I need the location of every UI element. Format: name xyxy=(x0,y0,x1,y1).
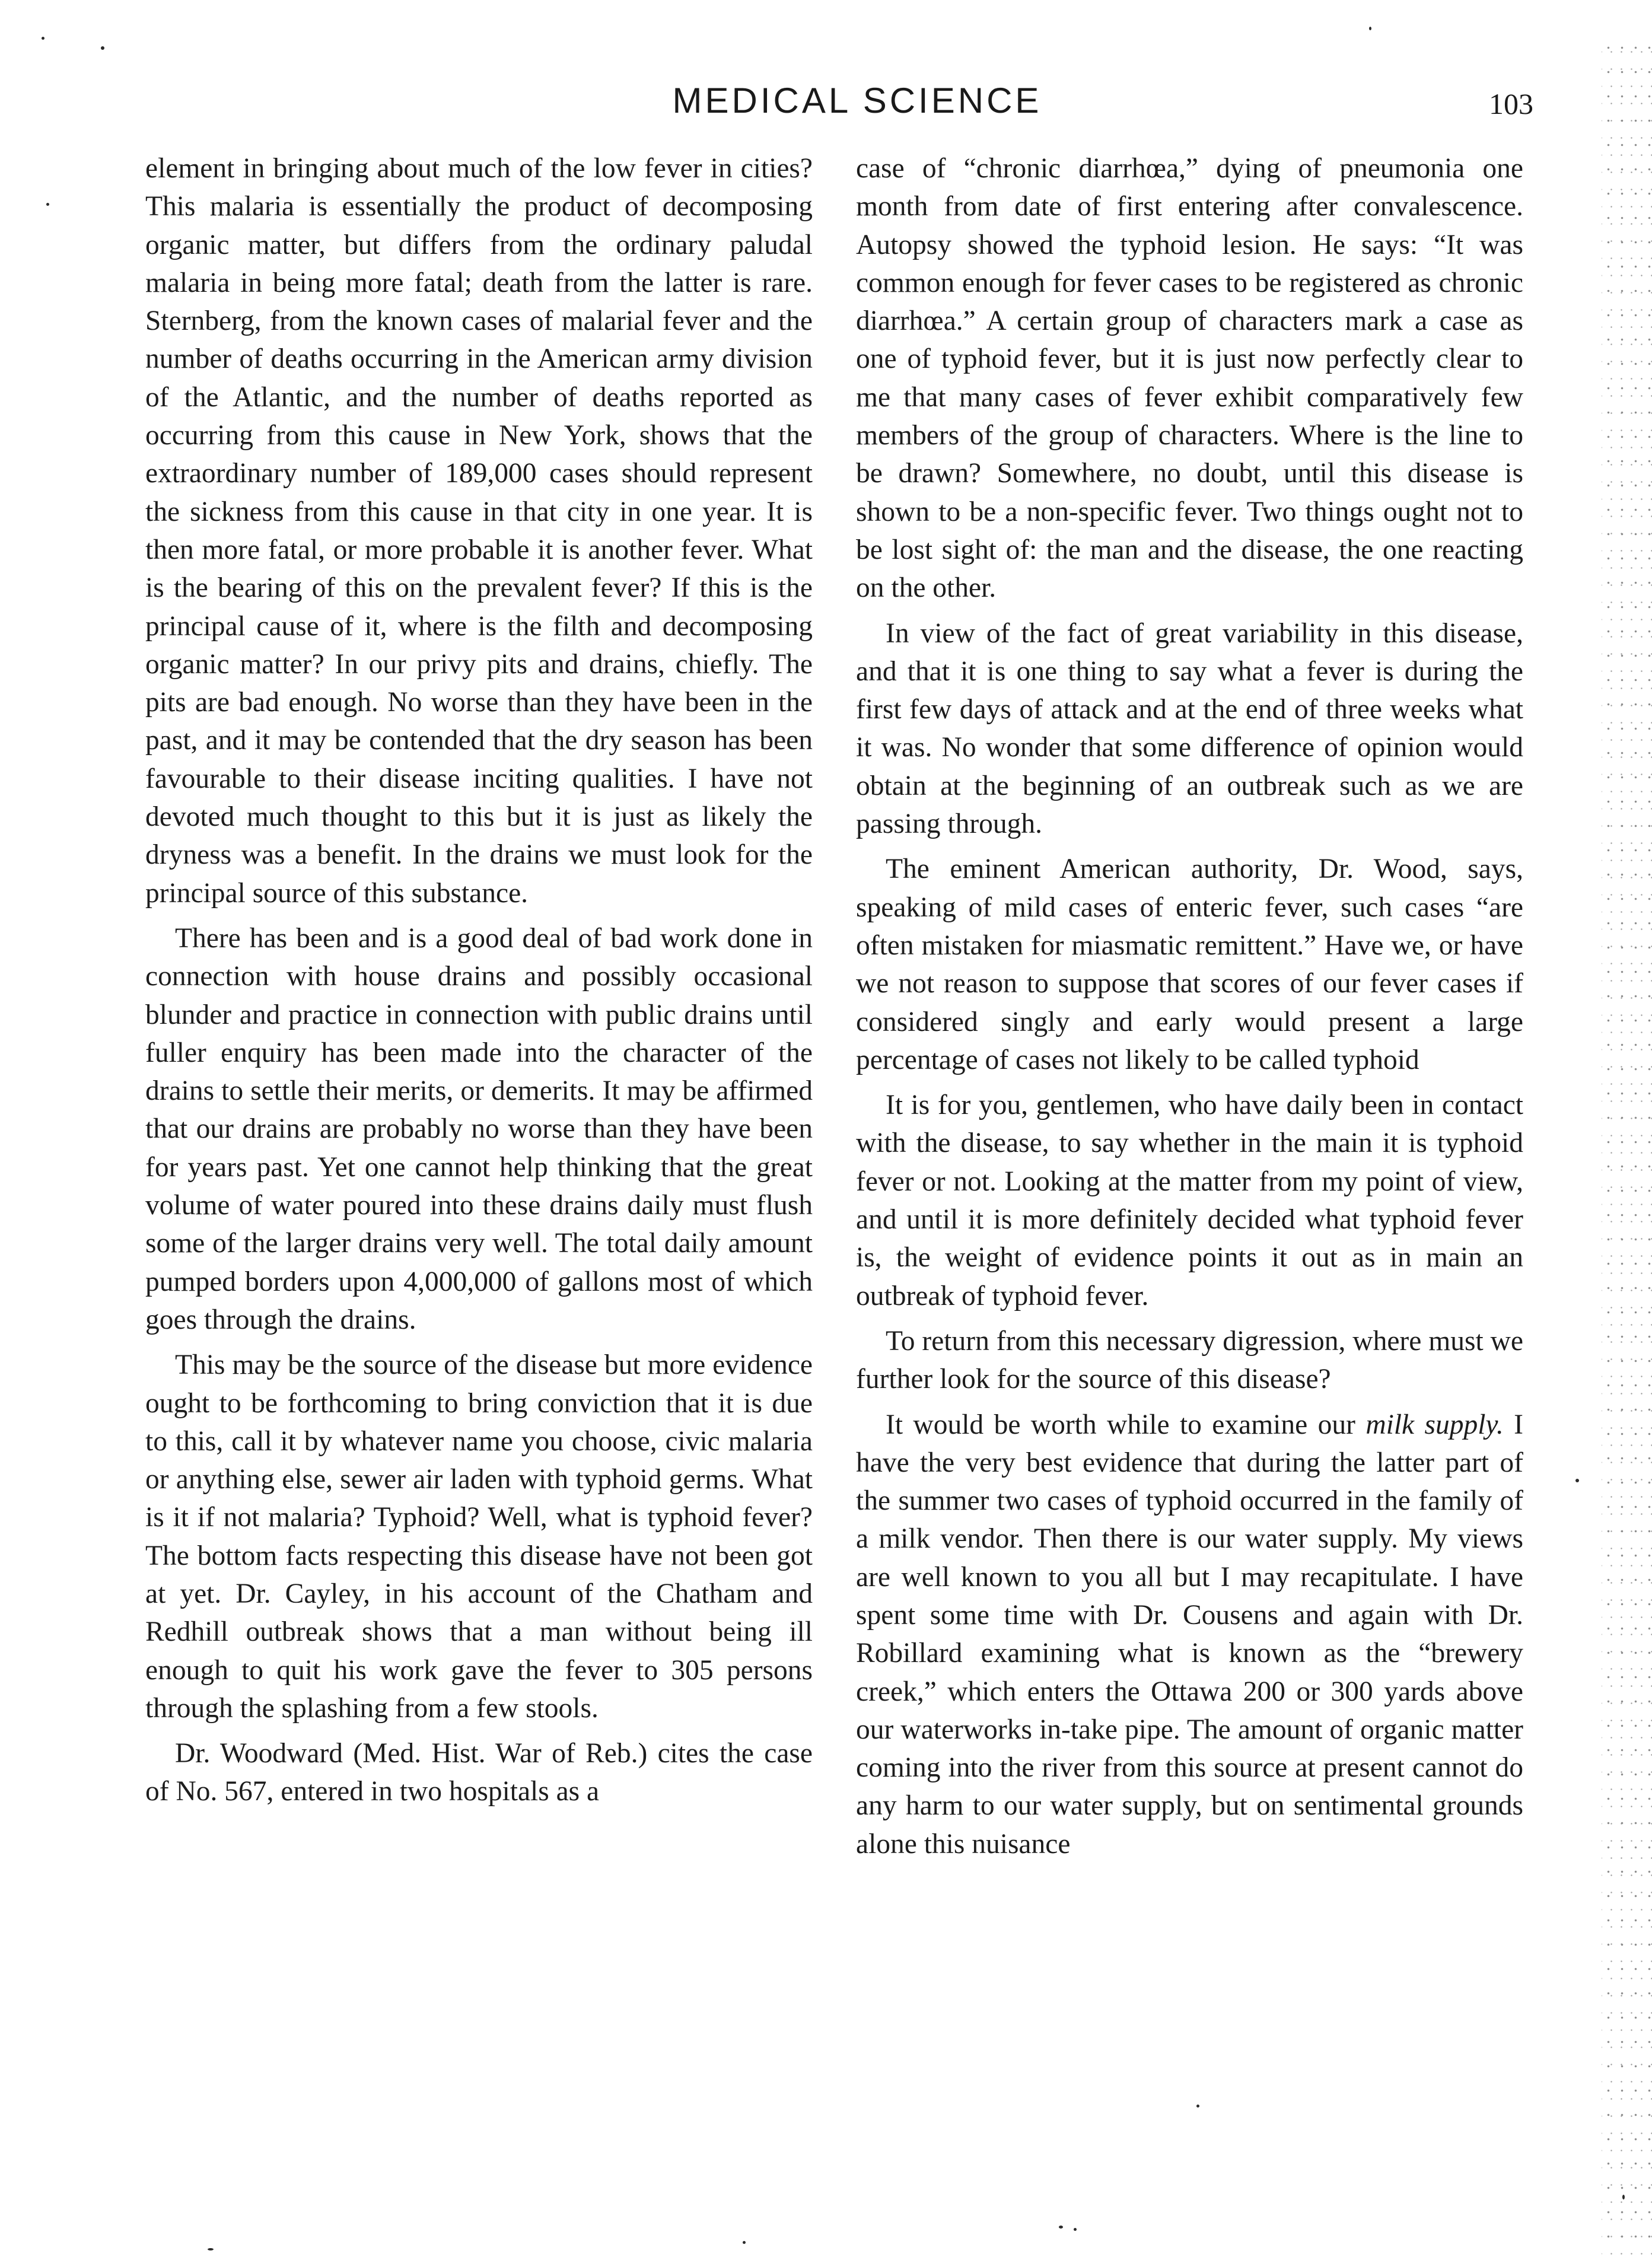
paragraph: In view of the fact of great variability in this disease, and that it is one thing to say what a fever is during the first few days of attack and at the end of three weeks what it was. No wonder that some difference of opinion would obtain at the beginning of an outbreak such as we are passing through. xyxy=(856,617,1523,840)
running-title: MEDICAL SCIENCE xyxy=(672,81,1042,120)
ink-speck xyxy=(46,203,49,206)
scan-edge-noise xyxy=(1602,36,1652,2257)
page-number: 103 xyxy=(1489,87,1533,120)
paragraph xyxy=(856,1406,1523,1864)
text-run: It would be worth while to examine our xyxy=(886,1409,1366,1440)
ink-speck xyxy=(1059,2226,1063,2229)
paragraph: Dr. Woodward (Med. Hist. War of Reb.) cites the case of No. 567, entered in two hospitals as a xyxy=(145,1738,813,1807)
ink-speck xyxy=(101,46,104,50)
paragraph: This may be the source of the disease but more evidence ought to be forthcoming to bring conviction that it is due to this, call it by whatever name you choose, civic malaria or anything else, sewer air laden with typhoid germs. What is it if not malaria? Typhoid? Well, what is typhoid fever? The bottom facts respecting this disease have not been got at yet. Dr. Cayley, in his account of the Chatham and Redhill outbreak shows that a man without being ill enough to quit his work gave the fever to 305 persons through the splashing from a few stools. xyxy=(145,1349,813,1724)
ink-speck xyxy=(1575,1479,1579,1482)
paragraph: To return from this necessary digression, where must we further look for the source of this disease? xyxy=(856,1325,1523,1395)
text-run: I have the very best evidence that during the latter part of the summer two cases of typhoid occurred in the family of a milk vendor. Then there is our water supply. My views are well known to you all but I may recapitulate. I have spent some time with Dr. Cousens and again with Dr. Robillard examining what is known as the “brewery creek,” which enters the Ottawa 200 or 300 yards above our waterworks in-take pipe. The amount of organic matter coming into the river from this source at present cannot do any harm to our water supply, but on sentimental grounds alone this nuisance xyxy=(856,1409,1523,1860)
ink-speck xyxy=(1196,2105,1199,2108)
paragraph: The eminent American authority, Dr. Wood, says, speaking of mild cases of enteric fever, such cases “are often mistaken for miasmatic remittent.” Have we, or have we not reason to suppose that scores of our fever cases if considered singly and early would present a large percentage of cases not likely to be called typhoid xyxy=(856,854,1523,1075)
paragraph: There has been and is a good deal of bad work done in connection with house drains and possibly occasional blunder and practice in connection with public drains until fuller enquiry has been made into the character of the drains to settle their merits, or demerits. It may be affirmed that our drains are probably no worse than they have been for years past. Yet one cannot help thinking that the great volume of water poured into these drains daily must flush some of the larger drains very well. The total daily amount pumped borders upon 4,000,000 of gallons most of which goes through the drains. xyxy=(145,922,813,1335)
ink-speck xyxy=(1074,2228,1077,2231)
ink-speck xyxy=(1369,27,1371,30)
left-column xyxy=(145,149,813,1818)
ink-speck xyxy=(1622,2195,1625,2199)
paragraph: case of “chronic diarrhœa,” dying of pneumonia one month from date of first entering after convalescence. Autopsy showed the typhoid lesion. He says: “It was common enough for fever cases to be registered as chronic diarrhœa.” A certain group of characters mark a case as one of typhoid fever, but it is just now perfectly clear to me that many cases of fever exhibit comparatively few members of the group of characters. Where is the line to be drawn? Somewhere, no doubt, until this disease is shown to be a non-specific fever. Two things ought not to be lost sight of: the man and the disease, the one reacting on the other. xyxy=(856,153,1523,604)
ink-speck xyxy=(208,2248,214,2250)
italic-phrase: milk supply. xyxy=(1365,1409,1504,1440)
ink-speck xyxy=(42,37,44,40)
right-column xyxy=(856,149,1523,1870)
paragraph: element in bringing about much of the low fever in cities? This malaria is essentially the product of decomposing organic matter, but differs from the ordinary paludal malaria in being more fatal; death from the latter is rare. Sternberg, from the known cases of malarial fever and the number of deaths occurring in the American army division of the Atlantic, and the number of deaths reported as occurring from this cause in New York, shows that the extraordinary number of 189,000 cases should represent the sickness from this cause in that city in one year. It is then more fatal, or more probable it is another fever. What is the bearing of this on the prevalent fever? If this is the principal cause of it, where is the filth and decomposing organic matter? In our privy pits and drains, chiefly. The pits are bad enough. No worse than they have been in the past, and it may be contended that the dry season has been favourable to their disease inciting qualities. I have not devoted much thought to this but it is just as likely the dryness was a benefit. In the drains we must look for the principal source of this substance. xyxy=(145,153,813,909)
paragraph: It is for you, gentlemen, who have daily been in contact with the disease, to say whether in the main it is typhoid fever or not. Looking at the matter from my point of view, and until it is more definitely decided what typhoid fever is, the weight of evidence points it out as in main an outbreak of typhoid fever. xyxy=(856,1090,1523,1311)
ink-speck xyxy=(743,2241,746,2244)
